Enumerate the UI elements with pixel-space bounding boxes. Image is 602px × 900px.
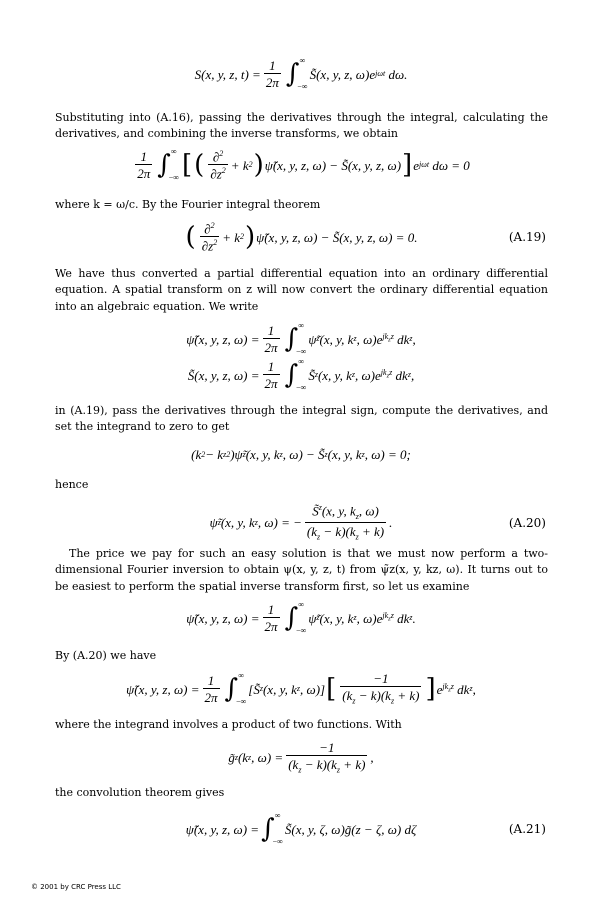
paragraph-5: hence — [55, 478, 89, 491]
equation-s-inverse: S(x, y, z, t) = $\frac{1}{2\pi}$ ∫ ∞ −∞ S̃(x, y, z, ω)e jωt dω. — [194, 56, 408, 91]
equation-spatial-inverse: ψ̃(x, y, z, ω) = $\frac{1}{2\pi}$ ∫ ∞ −∞ ψ̃ z (x, y, k z , ω)e $jk_zz$ dk z . — [186, 600, 416, 635]
paragraph-1: Substituting into (A.16), passing the derivatives through the integral, calculating the derivatives, and combining the inverse transforms, we obtain — [55, 111, 548, 141]
equation-g-definition: g̃ z (k z , ω) = $\frac{-1}{(k_z - k)(k_z + k)}$ , — [228, 740, 374, 775]
equation-a19: ( $\frac{\partial^2}{\partial z^2}$ + k 2 ) ψ̃(x, y, z, ω) − S̃(x, y, z, ω) = 0. (A.19) — [185, 221, 546, 254]
paragraph-2: where k = ω/c. By the Fourier integral theorem — [55, 198, 321, 211]
paragraph-8: where the integrand involves a product of two functions. With — [55, 718, 402, 731]
copyright-footer: © 2001 by CRC Press LLC — [31, 883, 121, 891]
equation-a21: ψ̃(x, y, z, ω) = ∫ ∞ −∞ S̃(x, y, ζ, ω)g̃(z − ζ, ω) dζ (A.21) — [185, 811, 546, 846]
equation-label-a21: (A.21) — [508, 822, 546, 836]
equation-label-a19: (A.19) — [508, 230, 546, 245]
equation-combined-integral: $\frac{1}{2\pi}$ ∫ ∞ −∞ [ ( $\frac{\partial^2}{\partial z^2}$ + k 2 ) ψ̃(x, y, z, ω) − S̃(x, y, z, ω) ] e jωt dω = 0 — [137, 147, 470, 182]
paragraph-6: The price we pay for such an easy solution is that we must now perform a two-dimensional Fourier inversion to obtain ψ(x, y, z, t) from ψ̃z(x, y, kz, ω). It turns out to be easiest to perform the spatial inverse transform first, so let us examine — [55, 547, 548, 593]
paragraph-9: the convolution theorem gives — [55, 786, 225, 799]
paragraph-4: in (A.19), pass the derivatives through the integral sign, compute the derivatives, and set the integrand to zero to get — [55, 404, 548, 434]
equation-algebraic: (k 2 − k z 2 )ψ̃ z (x, y, k z , ω) − S̃ z (x, y, k z , ω) = 0; — [191, 447, 411, 462]
equation-a20: ψ̃ z (x, y, k z , ω) = − $\frac{S̃^z(x, y, k_z, \omega)}{(k_z - k)(k_z + k)}$ . (A.20) — [209, 503, 546, 542]
equation-psi-transform: ψ̃(x, y, z, ω) = $\frac{1}{2\pi}$ ∫ ∞ −∞ ψ̃ z (x, y, k z , ω)e $jk_zz$ dk z , — [186, 321, 416, 356]
paragraph-7: By (A.20) we have — [55, 649, 157, 662]
equation-s-transform: S̃(x, y, z, ω) = $\frac{1}{2\pi}$ ∫ ∞ −∞ S̃ z (x, y, k z , ω)e $jk_zz$ dk z , — [187, 357, 415, 392]
paragraph-3: We have thus converted a partial differential equation into an ordinary differential equation. A spatial transform on z will now convert the ordinary differential equation into an algebraic equation. We write — [55, 267, 548, 313]
equation-product: ψ̃(x, y, z, ω) = $\frac{1}{2\pi}$ ∫ ∞ −∞ [S̃ z (x, y, k z , ω)] [ $\frac{-1}{(k_z - k)(k_z + k)}$ ] e $jk_zz$ dk z , — [126, 671, 476, 706]
equation-label-a20: (A.20) — [508, 515, 546, 530]
